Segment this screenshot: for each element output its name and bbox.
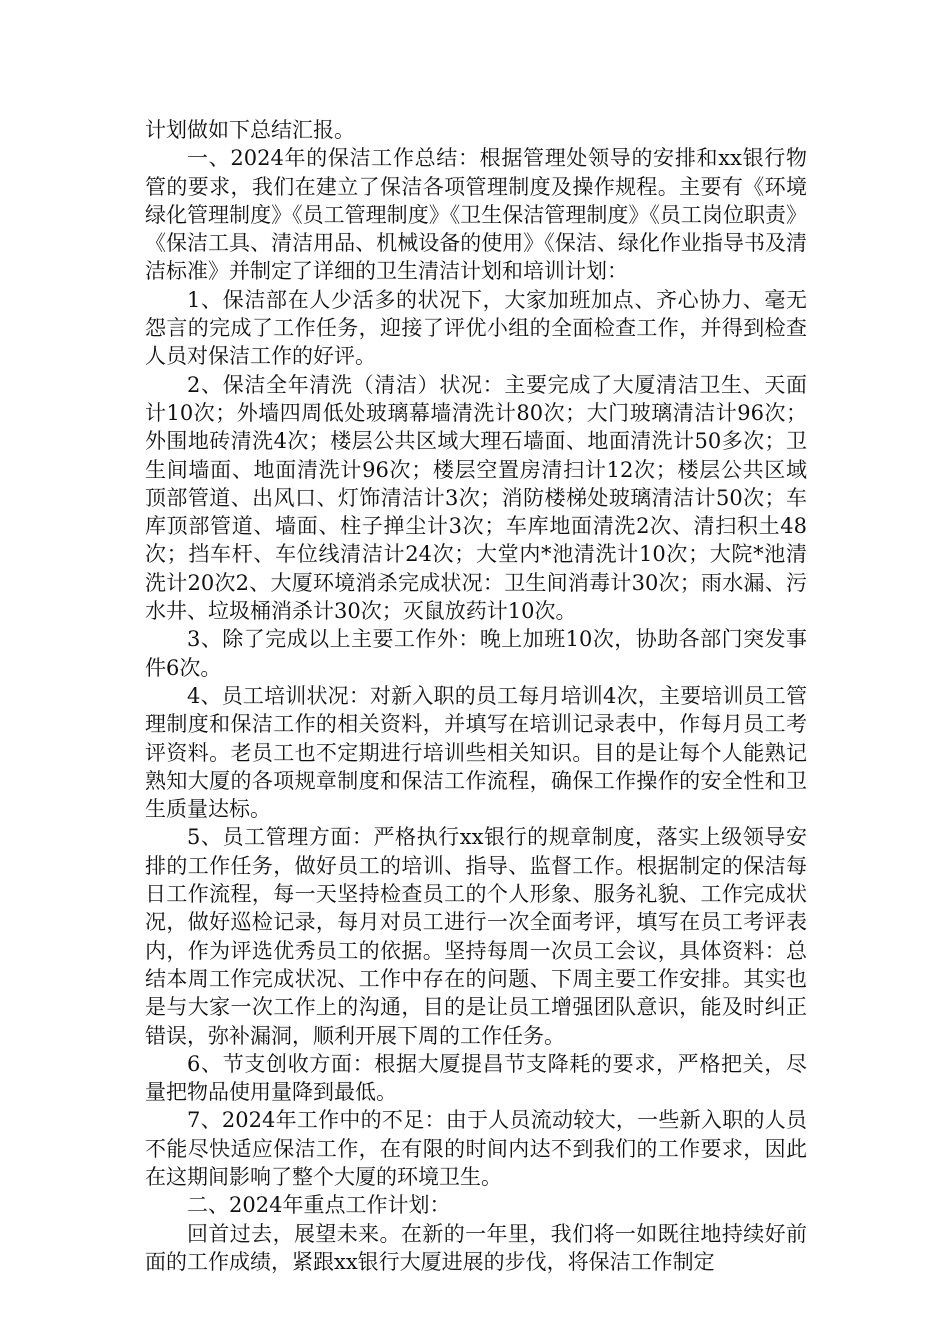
paragraph-item-4: 4、员工培训状况：对新入职的员工每月培训4次，主要培训员工管理制度和保洁工作的相关资料，并填写在培训记录表中，作每月员工考评资料。老员工也不定期进行培训些相关知识。目的是让每个人能熟记熟知大厦的各项规章制度和保洁工作流程，确保工作操作的安全性和卫生质量达标。 bbox=[145, 683, 807, 822]
paragraph-outlook: 回首过去，展望未来。在新的一年里，我们将一如既往地持续好前面的工作成绩，紧跟xx银行大厦进展的步伐，将保洁工作制定 bbox=[145, 1221, 807, 1274]
paragraph-section-2: 二、2024年重点工作计划： bbox=[187, 1193, 451, 1218]
paragraph-item-7: 7、2024年工作中的不足：由于人员流动较大，一些新入职的人员不能尽快适应保洁工作，在有限的时间内达不到我们的工作要求，因此在这期间影响了整个大厦的环境卫生。 bbox=[145, 1108, 807, 1189]
paragraph-item-1: 1、保洁部在人少活多的状况下，大家加班加点、齐心协力、毫无怨言的完成了工作任务，迎接了评优小组的全面检查工作，并得到检查人员对保洁工作的好评。 bbox=[145, 287, 807, 369]
paragraph-item-5: 5、员工管理方面：严格执行xx银行的规章制度，落实上级领导安排的工作任务，做好员工的培训、指导、监督工作。根据制定的保洁每日工作流程，每一天坚持检查员工的个人形象、服务礼貌、工作完成状况，做好巡检记录，每月对员工进行一次全面考评，填写在员工考评表内，作为评选优秀员工的依据。坚持每周一次员工会议，具体资料：总结本周工作完成状况、工作中存在的问题、下周主要工作安排。其实也是与大家一次工作上的沟通，目的是让员工增强团队意识，能及时纠正错误，弥补漏洞，顺利开展下周的工作任务。 bbox=[145, 825, 807, 1048]
document-body bbox=[145, 116, 807, 1276]
paragraph-item-3: 3、除了完成以上主要工作外：晚上加班10次，协助各部门突发事件6次。 bbox=[145, 627, 807, 680]
paragraph-section-1: 一、2024年的保洁工作总结：根据管理处领导的安排和xx银行物管的要求，我们在建立了保洁各项管理制度及操作规程。主要有《环境绿化管理制度》《员工管理制度》《卫生保洁管理制度》《员工岗位职责》《保洁工具、清洁用品、机械设备的使用》《保洁、绿化作业指导书及清洁标准》并制定了详细的卫生清洁计划和培训计划： bbox=[145, 146, 807, 284]
paragraph-intro: 计划做如下总结汇报。 bbox=[145, 118, 355, 142]
paragraph-item-6: 6、节支创收方面：根据大厦提昌节支降耗的要求，严格把关，尽量把物品使用量降到最低。 bbox=[145, 1051, 807, 1105]
paragraph-item-2: 2、保洁全年清洗（清洁）状况：主要完成了大厦清洁卫生、天面计10次；外墙四周低处玻璃幕墙清洗计80次；大门玻璃清洁计96次；外围地砖清洗4次；楼层公共区域大理石墙面、地面清洗计50多次；卫生间墙面、地面清洗计96次；楼层空置房清扫计12次；楼层公共区域顶部管道、出风口、灯饰清洁计3次；消防楼梯处玻璃清洁计50次；车库顶部管道、墙面、柱子掸尘计3次；车库地面清洗2次、清扫积土48次；挡车杆、车位线清洁计24次；大堂内*池清洗计10次；大院*池清洗计20次2、大厦环境消杀完成状况：卫生间消毒计30次；雨水漏、污水井、垃圾桶消杀计30次；灭鼠放药计10次。 bbox=[145, 372, 807, 624]
